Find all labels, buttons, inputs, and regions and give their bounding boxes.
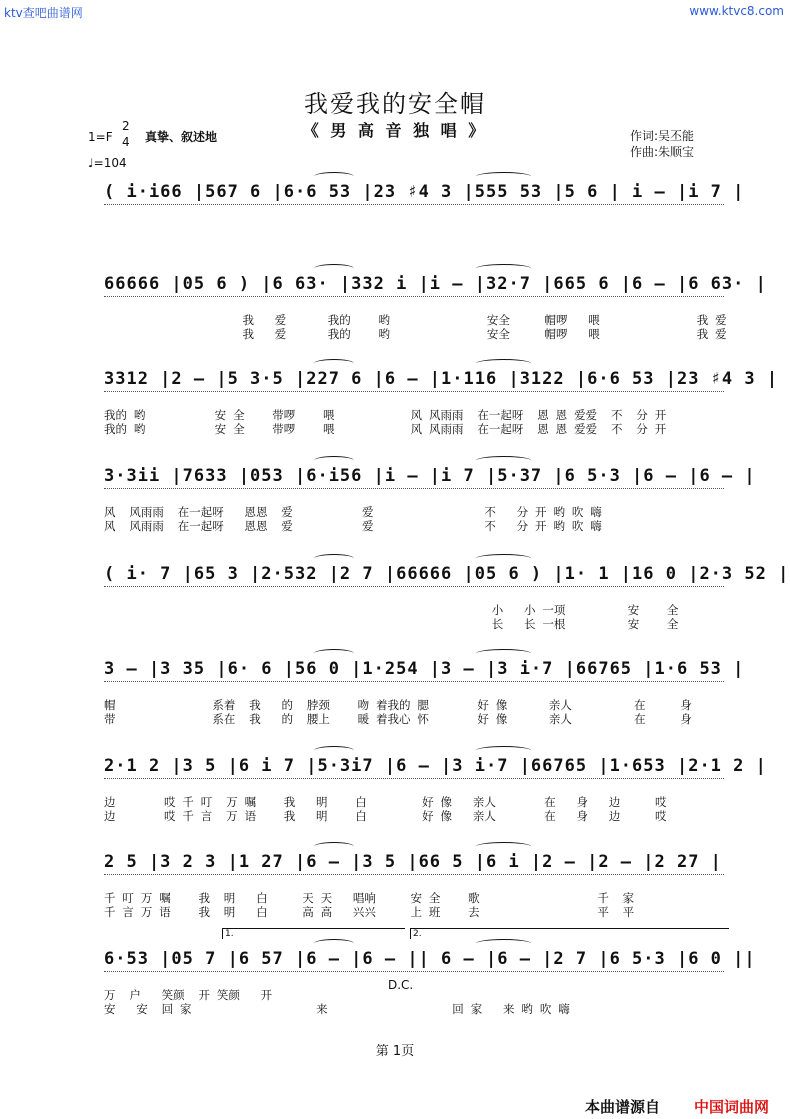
lyrics-verse-1: 万 户 笑颜 开 笑颜 开 (104, 988, 273, 1002)
staff-row (0, 560, 790, 630)
time-top: 2 (122, 119, 130, 133)
lyrics-verse-1: 风 风雨雨 在一起呀 恩恩 爱 爱 不 分 开 哟 吹 嗨 (104, 505, 602, 519)
lyrics-verse-2: 长 长 一根 安 全 (104, 617, 679, 631)
staff-row (0, 178, 790, 248)
performance-style: 真挚、叙述地 (145, 130, 218, 144)
notation-line: ( i·i66 |567 6 |6·6 53 |23 ♯4 3 |555 53 |5 6 | i – |i 7 | (104, 182, 745, 202)
slur-arc (476, 649, 531, 658)
beam-line (104, 586, 724, 587)
lyrics-verse-1: 帽 系着 我 的 脖颈 吻 着我的 腮 好 像 亲人 在 身 (104, 698, 692, 712)
slur-arc (476, 172, 531, 181)
watermark-left: ktv查吧曲谱网 (4, 6, 83, 20)
lyrics-verse-2: 带 系在 我 的 腰上 暖 着我心 怀 好 像 亲人 在 身 (104, 712, 692, 726)
notation-line: 3·3ii |7633 |053 |6·i56 |i – |i 7 |5·37 |6 5·3 |6 – |6 – | (104, 466, 756, 486)
notation-line: 6·53 |05 7 |6 57 |6 – |6 – || 6 – |6 – |2 7 |6 5·3 |6 0 || (104, 949, 756, 969)
slur-arc (314, 649, 354, 658)
lyrics-verse-1: 千 叮 万 嘱 我 明 白 天 天 唱响 安 全 歌 千 家 (104, 891, 635, 905)
staff-row (0, 752, 790, 822)
lyrics-verse-2: 安 安 回 家 来 回 家 来 哟 吹 嗨 (104, 1002, 570, 1016)
slur-arc (314, 939, 354, 948)
song-title: 我爱我的安全帽 (304, 90, 486, 118)
time-bottom: 4 (122, 135, 130, 149)
slur-arc (314, 359, 354, 368)
da-capo-mark: D.C. (388, 978, 414, 992)
lyrics-verse-1: 我的 哟 安 全 带啰 喂 风 风雨雨 在一起呀 恩 恩 爱爱 不 分 开 (104, 408, 667, 422)
slur-arc (314, 456, 354, 465)
key-signature: 1=F (88, 130, 113, 144)
slur-arc (476, 842, 531, 851)
beam-line (104, 296, 724, 297)
source-label: 本曲谱源自 (585, 1098, 661, 1116)
volta-second-ending: 2. (410, 928, 729, 939)
beam-line (104, 681, 724, 682)
slur-arc (314, 842, 354, 851)
slur-arc (314, 172, 354, 181)
volta-first-ending: 1. (222, 928, 405, 939)
slur-arc (476, 939, 531, 948)
staff-row (0, 462, 790, 532)
beam-line (104, 204, 724, 205)
staff-row (0, 270, 790, 340)
beam-line (104, 778, 724, 779)
slur-arc (314, 554, 354, 563)
tempo-marking: ♩=104 (88, 156, 127, 170)
lyrics-verse-1: 我 爱 我的 哟 安全 帽啰 喂 我 爱 (104, 313, 727, 327)
lyrics-verse-1: 小 小 一项 安 全 (104, 603, 679, 617)
beam-line (104, 971, 724, 972)
lyrics-verse-2: 我的 哟 安 全 带啰 喂 风 风雨雨 在一起呀 恩 恩 爱爱 不 分 开 (104, 422, 667, 436)
lyrics-verse-1: 边 哎 千 叮 万 嘱 我 明 白 好 像 亲人 在 身 边 哎 (104, 795, 667, 809)
notation-line: ( i· 7 |65 3 |2·532 |2 7 |66666 |05 6 ) |1· 1 |16 0 |2·3 52 | (104, 564, 790, 584)
page-number: 第 1页 (375, 1044, 415, 1059)
slur-arc (476, 359, 531, 368)
notation-line: 66666 |05 6 ) |6 63· |332 i |i – |32·7 |665 6 |6 – |6 63· | (104, 274, 767, 294)
notation-line: 3312 |2 – |5 3·5 |227 6 |6 – |1·116 |3122 |6·6 53 |23 ♯4 3 | (104, 369, 779, 389)
credits (630, 128, 694, 160)
lyrics-verse-2: 我 爱 我的 哟 安全 帽啰 喂 我 爱 (104, 327, 727, 341)
slur-arc (476, 456, 531, 465)
watermark-right: www.ktvc8.com (689, 4, 784, 18)
song-subtitle: 《 男 高 音 独 唱 》 (302, 121, 488, 140)
staff-row (0, 848, 790, 918)
staff-row (0, 655, 790, 725)
time-signature (122, 118, 130, 150)
notation-line: 3 – |3 35 |6· 6 |56 0 |1·254 |3 – |3 i·7 |66765 |1·6 53 | (104, 659, 745, 679)
beam-line (104, 391, 724, 392)
lyricist: 作词:吴丕能 (630, 129, 695, 143)
lyrics-verse-2: 风 风雨雨 在一起呀 恩恩 爱 爱 不 分 开 哟 吹 嗨 (104, 519, 602, 533)
notation-line: 2·1 2 |3 5 |6 i 7 |5·3i7 |6 – |3 i·7 |66765 |1·653 |2·1 2 | (104, 756, 767, 776)
source-site: 中国词曲网 (694, 1098, 770, 1116)
slur-arc (314, 746, 354, 755)
composer: 作曲:朱顺宝 (630, 145, 695, 159)
lyrics-verse-2: 千 言 万 语 我 明 白 高 高 兴兴 上 班 去 平 平 (104, 905, 635, 919)
beam-line (104, 874, 724, 875)
beam-line (104, 488, 724, 489)
slur-arc (476, 554, 531, 563)
notation-line: 2 5 |3 2 3 |1 27 |6 – |3 5 |66 5 |6 i |2 – |2 – |2 27 | (104, 852, 722, 872)
lyrics-verse-2: 边 哎 千 言 万 语 我 明 白 好 像 亲人 在 身 边 哎 (104, 809, 667, 823)
slur-arc (476, 746, 531, 755)
slur-arc (314, 264, 354, 273)
staff-row (0, 365, 790, 435)
slur-arc (476, 264, 531, 273)
